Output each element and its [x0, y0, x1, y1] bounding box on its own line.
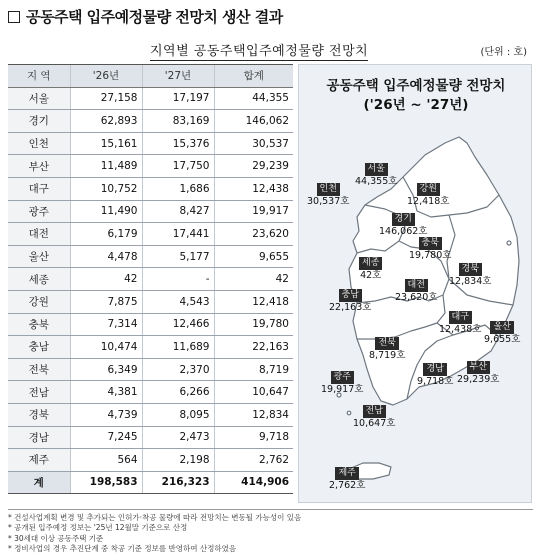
total-value-cell: 8,719 [214, 358, 293, 381]
value-2026-cell: 7,245 [70, 426, 142, 449]
table-body [8, 87, 293, 494]
report-heading [8, 6, 283, 27]
total-value-cell: 44,355 [214, 87, 293, 110]
map-label-value: 44,355호 [355, 176, 398, 187]
map-label-value: 12,418호 [407, 196, 450, 207]
footnote-item: * 30세대 이상 공동주택 기준 [8, 534, 533, 544]
region-name-cell: 부산 [8, 155, 70, 178]
value-2027-cell: 5,177 [142, 245, 214, 268]
region-name-cell: 경기 [8, 110, 70, 133]
region-name-cell: 계 [8, 471, 70, 494]
region-name-cell: 전남 [8, 381, 70, 404]
value-2027-cell: 11,689 [142, 336, 214, 359]
table-row [8, 313, 293, 336]
map-label-region: 충북 [419, 237, 442, 250]
map-label [484, 321, 520, 345]
value-2027-cell: 6,266 [142, 381, 214, 404]
region-name-cell: 강원 [8, 290, 70, 313]
region-name-cell: 충남 [8, 336, 70, 359]
map-label-value: 42호 [360, 270, 382, 281]
value-2026-cell: 4,478 [70, 245, 142, 268]
table-row [8, 336, 293, 359]
map-label-region: 전남 [363, 405, 386, 418]
regional-forecast-table [8, 64, 293, 494]
value-2026-cell: 27,158 [70, 87, 142, 110]
total-value-cell: 23,620 [214, 223, 293, 246]
island-marker [347, 411, 351, 415]
map-title-line1: 공동주택 입주예정물량 전망치 [326, 78, 506, 94]
map-label-value: 12,438호 [439, 324, 482, 335]
table-row [8, 426, 293, 449]
map-label-region: 대구 [449, 311, 472, 324]
map-label [395, 279, 437, 303]
map-label-value: 19,917호 [321, 384, 364, 395]
map-label [439, 311, 481, 335]
value-2027-cell: 2,198 [142, 449, 214, 472]
value-2026-cell: 11,490 [70, 200, 142, 223]
region-name-cell: 서울 [8, 87, 70, 110]
total-value-cell: 414,906 [214, 471, 293, 494]
value-2027-cell: 8,095 [142, 403, 214, 426]
region-name-cell: 충북 [8, 313, 70, 336]
map-label-region: 세종 [359, 257, 382, 270]
table-row [8, 381, 293, 404]
map-label-region: 강원 [417, 183, 440, 196]
heading-text: 공동주택 입주예정물량 전망치 생산 결과 [26, 8, 283, 26]
total-value-cell: 9,655 [214, 245, 293, 268]
table-row [8, 268, 293, 291]
total-value-cell: 12,438 [214, 177, 293, 200]
map-label [407, 183, 449, 207]
total-value-cell: 146,062 [214, 110, 293, 133]
value-2026-cell: 42 [70, 268, 142, 291]
footnote-item: * 건설사업계획 변경 및 추가되는 인허가·착공 물량에 따라 전망치는 변동될 가능성이 있음 [8, 513, 533, 523]
total-value-cell: 30,537 [214, 132, 293, 155]
col-header-2027: '27년 [142, 65, 214, 88]
value-2026-cell: 10,474 [70, 336, 142, 359]
map-label-value: 2,762호 [329, 480, 366, 491]
region-name-cell: 광주 [8, 200, 70, 223]
table-row [8, 290, 293, 313]
map-label-region: 경기 [392, 213, 415, 226]
map-title [299, 77, 533, 115]
value-2026-cell: 62,893 [70, 110, 142, 133]
total-value-cell: 22,163 [214, 336, 293, 359]
col-header-2026: '26년 [70, 65, 142, 88]
map-title-line2: ('26년 ~ '27년) [363, 97, 469, 113]
total-value-cell: 12,418 [214, 290, 293, 313]
region-name-cell: 인천 [8, 132, 70, 155]
value-2026-cell: 10,752 [70, 177, 142, 200]
map-label-region: 부산 [467, 361, 490, 374]
map-label [379, 213, 427, 237]
footnote-item: * 공개된 입주예정 정보는 '25년 12월말 기준으로 산정 [8, 523, 533, 533]
table-subtitle: 지역별 공동주택입주예정물량 전망치 [150, 40, 368, 61]
total-value-cell: 19,917 [214, 200, 293, 223]
value-2026-cell: 4,739 [70, 403, 142, 426]
total-value-cell: 29,239 [214, 155, 293, 178]
region-name-cell: 대전 [8, 223, 70, 246]
total-value-cell: 12,834 [214, 403, 293, 426]
value-2027-cell: 1,686 [142, 177, 214, 200]
table-row [8, 87, 293, 110]
map-label-value: 23,620호 [395, 292, 438, 303]
value-2027-cell: 12,466 [142, 313, 214, 336]
table-row [8, 223, 293, 246]
map-label-value: 9,655호 [484, 334, 521, 345]
value-2026-cell: 7,314 [70, 313, 142, 336]
map-label-value: 19,780호 [409, 250, 452, 261]
table-header-row [8, 65, 293, 88]
col-header-total: 합계 [214, 65, 293, 88]
table-row [8, 449, 293, 472]
table-total-row [8, 471, 293, 494]
total-value-cell: 10,647 [214, 381, 293, 404]
map-label [307, 183, 349, 207]
map-label [457, 361, 499, 385]
value-2026-cell: 6,179 [70, 223, 142, 246]
value-2027-cell: 17,197 [142, 87, 214, 110]
table-row [8, 177, 293, 200]
table-row [8, 200, 293, 223]
map-label [329, 289, 371, 313]
footnote-item: * 정비사업의 경우 추진단계 중 착공 기준 정보를 반영하여 산정하였음 [8, 544, 533, 554]
map-label [321, 371, 363, 395]
value-2026-cell: 4,381 [70, 381, 142, 404]
map-label-region: 경북 [459, 263, 482, 276]
total-value-cell: 2,762 [214, 449, 293, 472]
table-row [8, 358, 293, 381]
map-label [417, 363, 453, 387]
total-value-cell: 9,718 [214, 426, 293, 449]
table-row [8, 110, 293, 133]
unit-label: (단위 : 호) [480, 47, 527, 58]
map-label-region: 서울 [365, 163, 388, 176]
checkbox-square-icon [8, 11, 20, 23]
map-label-region: 경남 [423, 363, 446, 376]
map-label-value: 12,834호 [449, 276, 492, 287]
map-label [355, 163, 397, 187]
value-2027-cell: 216,323 [142, 471, 214, 494]
value-2027-cell: - [142, 268, 214, 291]
map-label-value: 10,647호 [353, 418, 396, 429]
map-label-region: 광주 [331, 371, 354, 384]
total-value-cell: 42 [214, 268, 293, 291]
table-row [8, 155, 293, 178]
region-name-cell: 전북 [8, 358, 70, 381]
map-label-value: 29,239호 [457, 374, 500, 385]
value-2027-cell: 17,750 [142, 155, 214, 178]
value-2027-cell: 83,169 [142, 110, 214, 133]
map-panel [298, 64, 532, 503]
map-label-value: 9,718호 [417, 376, 454, 387]
value-2026-cell: 6,349 [70, 358, 142, 381]
map-label-region: 제주 [335, 467, 358, 480]
value-2027-cell: 17,441 [142, 223, 214, 246]
map-label-value: 146,062호 [379, 226, 428, 237]
map-label [353, 405, 395, 429]
map-label-region: 전북 [375, 337, 398, 350]
value-2026-cell: 7,875 [70, 290, 142, 313]
value-2027-cell: 8,427 [142, 200, 214, 223]
region-name-cell: 울산 [8, 245, 70, 268]
value-2026-cell: 15,161 [70, 132, 142, 155]
value-2027-cell: 15,376 [142, 132, 214, 155]
map-label-region: 충남 [339, 289, 362, 302]
map-label-value: 22,163호 [329, 302, 372, 313]
region-name-cell: 세종 [8, 268, 70, 291]
map-label-region: 인천 [317, 183, 340, 196]
region-name-cell: 경남 [8, 426, 70, 449]
map-label [329, 467, 365, 491]
map-label-region: 대전 [405, 279, 428, 292]
footnotes [8, 509, 533, 554]
value-2027-cell: 2,473 [142, 426, 214, 449]
table-row [8, 245, 293, 268]
map-label-value: 8,719호 [369, 350, 406, 361]
region-name-cell: 대구 [8, 177, 70, 200]
value-2027-cell: 2,370 [142, 358, 214, 381]
region-name-cell: 제주 [8, 449, 70, 472]
map-label-region: 울산 [490, 321, 513, 334]
map-label [359, 257, 382, 281]
total-value-cell: 19,780 [214, 313, 293, 336]
table-row [8, 403, 293, 426]
col-header-region: 지 역 [8, 65, 70, 88]
map-label [409, 237, 451, 261]
map-label [369, 337, 405, 361]
value-2026-cell: 564 [70, 449, 142, 472]
value-2027-cell: 4,543 [142, 290, 214, 313]
region-name-cell: 경북 [8, 403, 70, 426]
map-label [449, 263, 491, 287]
island-marker [507, 241, 511, 245]
value-2026-cell: 11,489 [70, 155, 142, 178]
value-2026-cell: 198,583 [70, 471, 142, 494]
table-row [8, 132, 293, 155]
map-label-value: 30,537호 [307, 196, 350, 207]
